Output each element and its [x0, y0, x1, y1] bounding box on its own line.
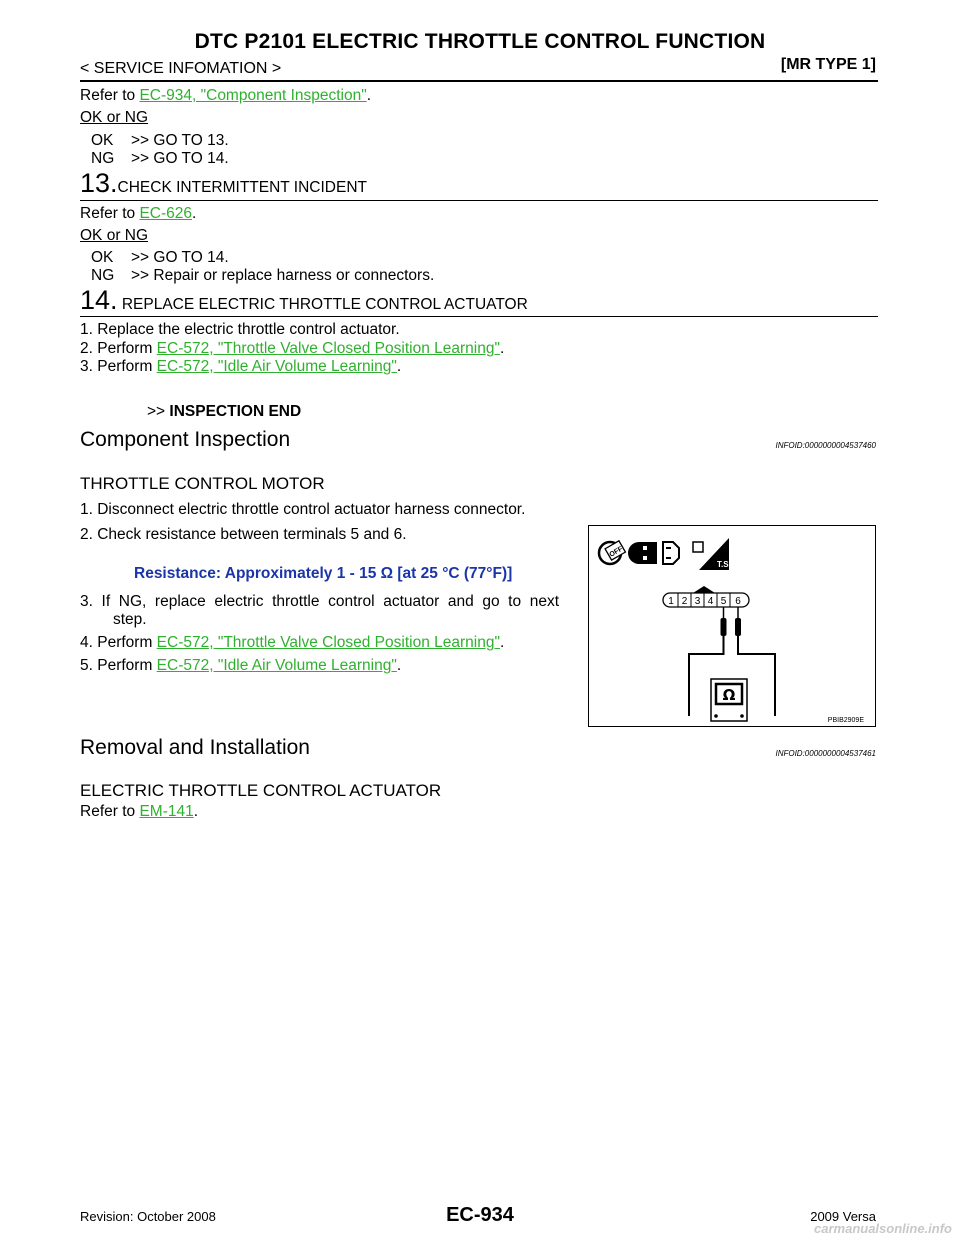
step12-ok-option: OK >> GO TO 13. [91, 132, 229, 149]
inspection-end: >> INSPECTION END [147, 403, 302, 420]
throttle-valve-learning-link-2[interactable]: EC-572, "Throttle Valve Closed Position Learning" [156, 634, 500, 651]
step13-ng-option: NG >> Repair or replace harness or connectors. [91, 267, 435, 284]
throttle-valve-learning-link[interactable]: EC-572, "Throttle Valve Closed Position Learning" [156, 340, 500, 357]
em-141-link[interactable]: EM-141 [139, 803, 194, 820]
step14-rule [80, 316, 878, 317]
step13-title: CHECK INTERMITTENT INCIDENT [117, 179, 367, 196]
step13-ok-option: OK >> GO TO 14. [91, 249, 229, 266]
model-label: [MR TYPE 1] [780, 56, 876, 73]
component-item-3: 3. If NG, replace electric throttle control actuator and go to next step. [80, 593, 560, 628]
component-infoid: INFOID:0000000004537460 [775, 441, 876, 450]
step14-item-1: 1. Replace the electric throttle control actuator. [80, 321, 400, 338]
step14-heading [80, 285, 528, 316]
step13-heading [80, 168, 367, 199]
figure-code: PBIB2909E [827, 717, 864, 724]
disconnect-icon [628, 542, 679, 564]
terminal-5: 5 [720, 596, 727, 607]
component-item-2: 2. Check resistance between terminals 5 and 6. [80, 526, 407, 543]
removal-refer: Refer to EM-141. [80, 803, 199, 820]
step14-title: REPLACE ELECTRIC THROTTLE CONTROL ACTUATOR [117, 296, 528, 313]
vehicle-model: 2009 Versa [810, 1209, 876, 1224]
component-item-1: 1. Disconnect electric throttle control actuator harness connector. [80, 501, 526, 518]
ignition-off-icon [599, 541, 625, 564]
idle-air-learning-link[interactable]: EC-572, "Idle Air Volume Learning" [156, 358, 397, 375]
removal-installation-heading: Removal and Installation [80, 736, 310, 759]
svg-text:OFF: OFF [608, 545, 625, 559]
step13-ok-ng: OK or NG [80, 227, 149, 244]
step13-rule [80, 200, 878, 201]
idle-air-learning-link-2[interactable]: EC-572, "Idle Air Volume Learning" [156, 657, 397, 674]
resistance-diagram [589, 526, 875, 726]
actuator-subheading: ELECTRIC THROTTLE CONTROL ACTUATOR [80, 781, 442, 800]
terminal-1: 1 [668, 596, 674, 607]
component-inspection-heading: Component Inspection [80, 428, 291, 451]
step14-number: 14. [80, 285, 118, 315]
removal-infoid: INFOID:0000000004537461 [775, 749, 876, 758]
step14-item-2: 2. Perform EC-572, "Throttle Valve Closed Position Learning". [80, 340, 505, 357]
throttle-motor-subheading: THROTTLE CONTROL MOTOR [80, 474, 325, 493]
terminal-2: 2 [681, 596, 688, 607]
ts-icon [693, 538, 731, 570]
step12-ok-ng: OK or NG [80, 109, 149, 126]
page-title: DTC P2101 ELECTRIC THROTTLE CONTROL FUNCTION [194, 30, 766, 53]
terminal-4: 4 [707, 596, 714, 607]
component-item-4: 4. Perform EC-572, "Throttle Valve Closed Position Learning". [80, 634, 505, 651]
breadcrumb: < SERVICE INFOMATION > [80, 60, 282, 77]
ohm-symbol: Ω [722, 686, 736, 704]
revision-date: Revision: October 2008 [80, 1209, 216, 1224]
watermark: carmanualsonline.info [814, 1221, 952, 1236]
terminal-6: 6 [735, 596, 741, 607]
step13-refer: Refer to EC-626. [80, 205, 197, 222]
terminal-3: 3 [694, 596, 701, 607]
step14-item-3: 3. Perform EC-572, "Idle Air Volume Learning". [80, 358, 402, 375]
connector-icon [663, 586, 749, 607]
resistance-spec: Resistance: Approximately 1 - 15 Ω [at 25 °C (77°F)] [134, 565, 513, 582]
page-number: EC-934 [446, 1204, 514, 1226]
ohmmeter-icon [711, 679, 747, 721]
step12-refer: Refer to EC-934, "Component Inspection". [80, 87, 372, 104]
svg-text:T.S.: T.S. [717, 560, 731, 569]
ec-626-link[interactable]: EC-626 [139, 205, 193, 222]
step12-ng-option: NG >> GO TO 14. [91, 150, 229, 167]
step13-number: 13. [80, 168, 118, 198]
component-inspection-link[interactable]: EC-934, "Component Inspection" [139, 87, 367, 104]
resistance-figure [588, 525, 876, 727]
component-item-5: 5. Perform EC-572, "Idle Air Volume Learning". [80, 657, 402, 674]
header-rule [80, 80, 878, 82]
